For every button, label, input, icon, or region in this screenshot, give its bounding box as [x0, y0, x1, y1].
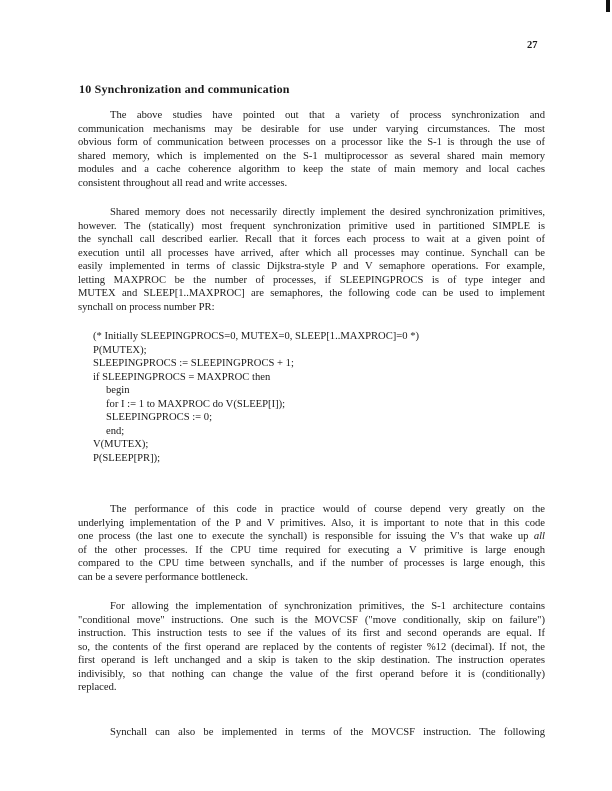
code-line: end; [106, 425, 125, 437]
paragraph-line: obvious form of communication between processes on a processor like the S-1 is through the use of [78, 137, 545, 148]
page-number: 27 [527, 40, 538, 51]
paragraph-line: consistent throughout all read and write accesses. [78, 177, 288, 189]
scan-corner-mark [606, 0, 610, 12]
code-line: (* Initially SLEEPINGPROCS=0, MUTEX=0, SLEEP[1..MAXPROC]=0 *) [93, 331, 420, 342]
paragraph-line: synchall on process number PR: [78, 301, 215, 313]
paragraph-line: compared to the CPU time between synchalls, and if the number of processes is large enough, this [78, 558, 545, 569]
section-heading: 10 Synchronization and communication [79, 82, 290, 96]
paragraph-line: underlying implementation of the P and V primitives. Also, it is important to note that in this code [78, 517, 545, 529]
code-line: if SLEEPINGPROCS = MAXPROC then [93, 371, 271, 383]
paragraph-line: "conditional move" instructions. One such is the MOVCSF ("move conditionally, skip on failure") [78, 614, 545, 626]
paragraph-line: modules and a cache coherence algorithm to keep the state of main memory and local caches [78, 164, 545, 175]
paragraph-line: communication mechanisms may be desirable for use under varying circumstances. The most [78, 123, 545, 135]
paragraph-line: first operand is left unchanged and a skip is taken to the skip destination. The instruction operates [78, 655, 545, 666]
code-line: V(MUTEX); [93, 439, 149, 450]
emphasis-text: all [533, 531, 545, 542]
code-line: P(SLEEP[PR]); [93, 452, 161, 464]
paragraph-line: of the other processes. If the CPU time required for executing a V primitive is large enough [78, 544, 545, 556]
paragraph-line: Shared memory does not necessarily directly implement the desired synchronization primitives, [110, 207, 545, 218]
paragraph-line: letting MAXPROC be the number of processes, if SLEEPINGPROCS is of type integer and [78, 274, 545, 286]
code-line: SLEEPINGPROCS := 0; [106, 412, 213, 423]
paragraph-line: execution until all processes have arrived, after which all processes may continue. Synchall can be [78, 247, 545, 259]
paragraph-line: however. The (statically) most frequent synchronization primitive used in partitioned SIMPLE is [78, 220, 545, 232]
paragraph-line: indivisibly, so that nothing can change the value of the first operand before it is (conditionally) [78, 668, 545, 680]
paragraph-line: the synchall call described earlier. Recall that it forces each process to wait at a given point of [78, 234, 545, 245]
paragraph-line: MUTEX and SLEEP[1..MAXPROC] are semaphores, the following code can be used to implement [78, 288, 545, 299]
paragraph-line-text: one process (the last one to execute the synchall) is responsible for issuing the V's that wake up [78, 531, 534, 542]
code-line: P(MUTEX); [93, 344, 147, 356]
paragraph-line: The above studies have pointed out that a variety of process synchronization and [110, 110, 545, 121]
paragraph-line: can be a severe performance bottleneck. [78, 571, 248, 583]
code-line: begin [106, 385, 130, 396]
paragraph-line: For allowing the implementation of synchronization primitives, the S-1 architecture contains [110, 601, 545, 612]
paragraph-line: easily implemented in terms of classic Dijkstra-style P and V semaphore operations. For example, [78, 261, 545, 272]
paragraph-line: Synchall can also be implemented in terms of the MOVCSF instruction. The following [110, 727, 545, 738]
paragraph-line: so, the contents of the first operand are replaced by the contents of register %12 (decimal). If not, the [78, 641, 545, 653]
paragraph-line: replaced. [78, 682, 117, 693]
paragraph-line: The performance of this code in practice would of course depend very greatly on the [110, 504, 545, 515]
code-line: SLEEPINGPROCS := SLEEPINGPROCS + 1; [93, 358, 294, 369]
paragraph-line-with-emphasis [78, 530, 545, 543]
paragraph-line: shared memory, which is implemented on the S-1 multiprocessor as several shared main memory [78, 150, 545, 162]
paragraph-line: instruction. This instruction tests to see if the values of its first and second operands are equal. If [78, 628, 545, 639]
code-line: for I := 1 to MAXPROC do V(SLEEP[I]); [106, 398, 286, 410]
